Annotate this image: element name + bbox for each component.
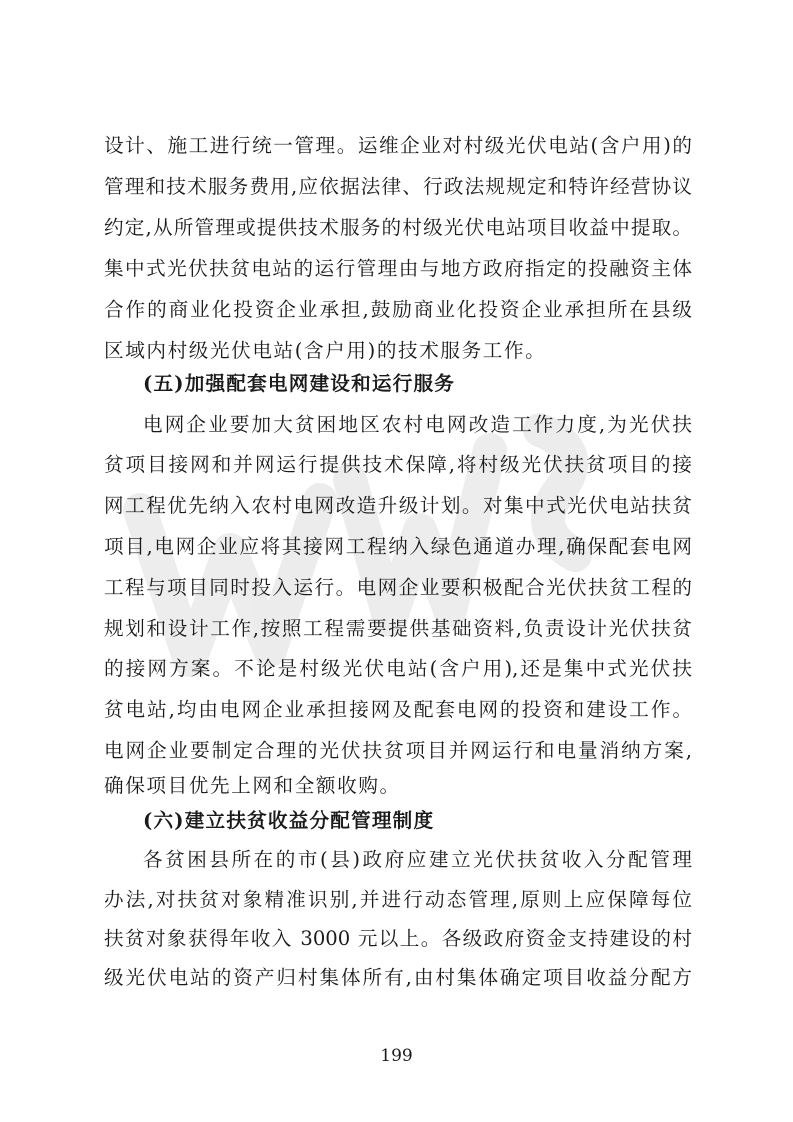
body-line-14: 的接网方案。不论是村级光伏电站(含户用),还是集中式光伏扶 <box>104 657 692 680</box>
body-line-20: 办法,对扶贫对象精准识别,并进行动态管理,原则上应保障每位 <box>104 888 692 911</box>
body-line-6: 区域内村级光伏电站(含户用)的技术服务工作。 <box>104 339 547 362</box>
body-line-16: 电网企业要制定合理的光伏扶贫项目并网运行和电量消纳方案, <box>104 739 692 762</box>
body-line-11: 项目,电网企业应将其接网工程纳入绿色通道办理,确保配套电网 <box>104 535 692 558</box>
body-line-9: 贫项目接网和并网运行提供技术保障,将村级光伏扶贫项目的接 <box>104 453 692 476</box>
body-line-21: 扶贫对象获得年收入 3000 元以上。各级政府资金支持建设的村 <box>104 927 692 950</box>
body-line-13: 规划和设计工作,按照工程需要提供基础资料,负责设计光伏扶贫 <box>104 617 692 640</box>
body-line-1: 设计、施工进行统一管理。运维企业对村级光伏电站(含户用)的 <box>104 134 692 157</box>
body-line-4: 集中式光伏扶贫电站的运行管理由与地方政府指定的投融资主体 <box>104 257 692 280</box>
body-line-5: 合作的商业化投资企业承担,鼓励商业化投资企业承担所在县级 <box>104 298 692 321</box>
body-line-22: 级光伏电站的资产归村集体所有,由村集体确定项目收益分配方 <box>104 966 692 989</box>
body-line-15: 贫电站,均由电网企业承担接网及配套电网的投资和建设工作。 <box>104 698 692 721</box>
body-line-12: 工程与项目同时投入运行。电网企业要积极配合光伏扶贫工程的 <box>104 576 692 599</box>
section-heading-6: (六)建立扶贫收益分配管理制度 <box>143 809 435 832</box>
body-line-3: 约定,从所管理或提供技术服务的村级光伏电站项目收益中提取。 <box>104 216 692 239</box>
body-line-10: 网工程优先纳入农村电网改造升级计划。对集中式光伏电站扶贫 <box>104 494 692 517</box>
section-heading-5: (五)加强配套电网建设和运行服务 <box>143 372 456 395</box>
body-line-2: 管理和技术服务费用,应依据法律、行政法规规定和特许经营协议 <box>104 175 692 198</box>
body-line-17: 确保项目优先上网和全额收购。 <box>104 774 401 797</box>
page-number: 199 <box>380 1046 413 1066</box>
body-line-19: 各贫困县所在的市(县)政府应建立光伏扶贫收入分配管理 <box>143 848 692 871</box>
body-line-8: 电网企业要加大贫困地区农村电网改造工作力度,为光伏扶 <box>143 413 692 436</box>
